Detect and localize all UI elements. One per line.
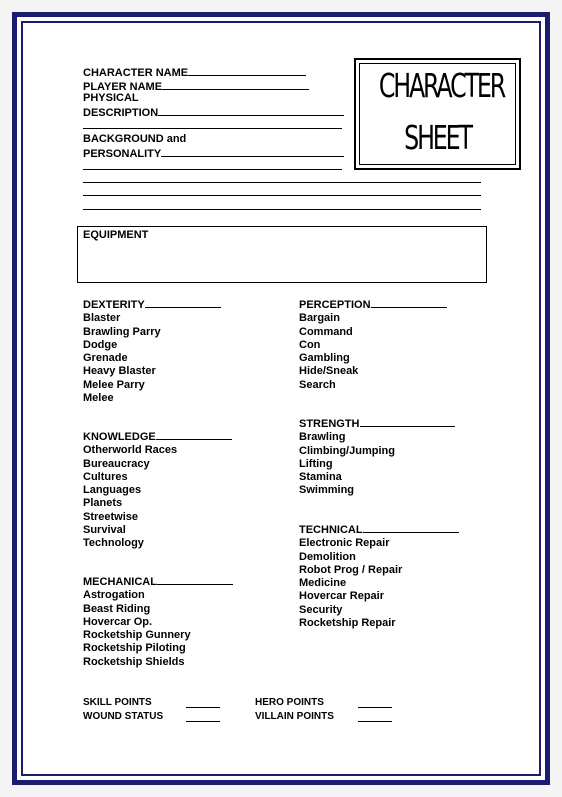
skill-points-line[interactable] [186, 707, 220, 708]
strength-header: STRENGTH [299, 418, 360, 430]
personality-label: PERSONALITY [83, 148, 162, 160]
description-field[interactable] [83, 105, 344, 120]
background-line-2[interactable] [83, 195, 481, 196]
skill-item: Bureaucracy [83, 457, 150, 470]
title-line-1: CHARACTER [378, 66, 505, 105]
skill-item: Technology [83, 537, 144, 550]
skill-points-label: SKILL POINTS [83, 697, 152, 708]
dexterity-value-line[interactable] [145, 297, 221, 308]
description-label: DESCRIPTION [83, 107, 159, 119]
background-line-3[interactable] [83, 209, 481, 210]
title-line-2: SHEET [404, 118, 471, 157]
dexterity-section [83, 297, 221, 405]
skill-item: Otherworld Races [83, 444, 178, 457]
skill-item: Lifting [299, 457, 333, 470]
skill-item: Climbing/Jumping [299, 444, 395, 457]
hero-points-line[interactable] [358, 707, 392, 708]
skill-item: Astrogation [83, 589, 145, 602]
skill-item: Gambling [299, 352, 350, 365]
skill-item: Command [299, 325, 353, 338]
skill-item: Hovercar Repair [299, 590, 384, 603]
villain-points-label: VILLAIN POINTS [255, 711, 334, 722]
skill-item: Hide/Sneak [299, 365, 359, 378]
mechanical-section [83, 574, 233, 669]
skill-item: Security [299, 603, 343, 616]
skill-item: Robot Prog / Repair [299, 563, 403, 576]
personality-line-2[interactable] [83, 169, 342, 170]
villain-points-line[interactable] [358, 721, 392, 722]
skill-item: Rocketship Gunnery [83, 629, 191, 642]
equipment-box[interactable] [77, 226, 487, 283]
technical-header: TECHNICAL [299, 524, 363, 536]
skill-item: Beast Riding [83, 602, 151, 615]
dexterity-header: DEXTERITY [83, 299, 145, 311]
skill-item: Bargain [299, 312, 340, 325]
background-label: BACKGROUND and [83, 133, 187, 145]
personality-field[interactable] [83, 146, 344, 161]
character-name-line [188, 65, 306, 76]
description-line [158, 105, 344, 116]
skill-item: Brawling Parry [83, 325, 161, 338]
mechanical-value-line[interactable] [157, 574, 233, 585]
skill-item: Cultures [83, 470, 128, 483]
skill-item: Blaster [83, 312, 121, 325]
player-name-line [162, 79, 309, 90]
technical-value-line[interactable] [363, 522, 459, 533]
wound-status-label: WOUND STATUS [83, 711, 164, 722]
skill-item: Stamina [299, 471, 342, 484]
skill-item: Rocketship Piloting [83, 642, 186, 655]
skill-item: Hovercar Op. [83, 615, 153, 628]
skill-item: Search [299, 378, 336, 391]
skill-item: Demolition [299, 550, 356, 563]
skill-item: Dodge [83, 338, 118, 351]
wound-status-line[interactable] [186, 721, 220, 722]
skill-item: Heavy Blaster [83, 365, 156, 378]
mechanical-header: MECHANICAL [83, 576, 157, 588]
strength-value-line[interactable] [360, 416, 455, 427]
hero-points-label: HERO POINTS [255, 697, 324, 708]
skill-item: Medicine [299, 577, 347, 590]
perception-section [299, 297, 447, 392]
skill-item: Melee [83, 392, 114, 405]
perception-header: PERCEPTION [299, 299, 371, 311]
skill-item: Melee Parry [83, 378, 145, 391]
skill-item: Survival [83, 524, 126, 537]
title-box [354, 58, 521, 170]
technical-section [299, 522, 459, 630]
skill-item: Electronic Repair [299, 537, 390, 550]
personality-line [161, 146, 344, 157]
perception-value-line[interactable] [371, 297, 447, 308]
skill-item: Languages [83, 484, 142, 497]
skill-item: Streetwise [83, 510, 139, 523]
background-line-1[interactable] [83, 182, 481, 183]
skill-item: Con [299, 338, 321, 351]
skill-item: Rocketship Shields [83, 655, 185, 668]
skill-item: Planets [83, 497, 123, 510]
knowledge-section [83, 429, 232, 551]
character-name-field[interactable] [83, 65, 306, 80]
strength-section [299, 416, 455, 498]
description-line-2[interactable] [83, 128, 342, 129]
skill-item: Swimming [299, 484, 355, 497]
knowledge-header: KNOWLEDGE [83, 431, 156, 443]
skill-item: Brawling [299, 431, 346, 444]
physical-label: PHYSICAL [83, 92, 139, 104]
skill-item: Grenade [83, 352, 128, 365]
equipment-label: EQUIPMENT [83, 229, 149, 241]
knowledge-value-line[interactable] [156, 429, 232, 440]
player-name-label: PLAYER NAME [83, 81, 163, 93]
skill-item: Rocketship Repair [299, 617, 396, 630]
character-name-label: CHARACTER NAME [83, 67, 189, 79]
